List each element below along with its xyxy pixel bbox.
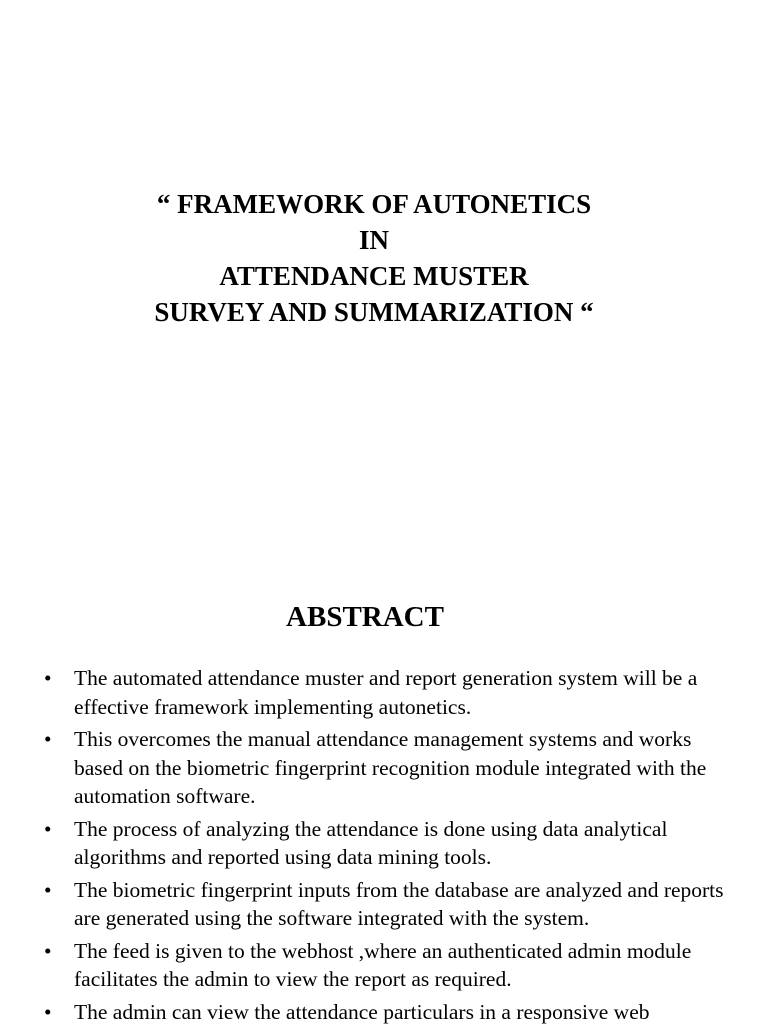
- bullet-text: The admin can view the attendance particulars in a responsive web: [74, 999, 650, 1024]
- list-item: [40, 876, 730, 933]
- bullet-text: The process of analyzing the attendance is done using data analytical algorithms and reported using data mining tools.: [74, 816, 668, 869]
- list-item: [40, 664, 730, 721]
- list-item: [40, 998, 730, 1027]
- title-line-1: “ FRAMEWORK OF AUTONETICS: [156, 189, 592, 219]
- bullet-icon: •: [44, 816, 52, 841]
- bullet-text: The automated attendance muster and report generation system will be a effective framework implementing autonetics.: [74, 666, 698, 719]
- bullet-icon: •: [44, 938, 52, 963]
- title-line-2: IN: [358, 225, 389, 255]
- bullet-text: This overcomes the manual attendance management systems and works based on the biometric fingerprint recognition module integrated with the automation software.: [74, 727, 707, 808]
- list-item: [40, 815, 730, 872]
- bullet-icon: •: [44, 666, 52, 690]
- title-line-4: SURVEY AND SUMMARIZATION “: [154, 297, 594, 327]
- abstract-bullet-list: [40, 664, 730, 1030]
- bullet-icon: •: [44, 727, 52, 751]
- list-item: [40, 725, 730, 811]
- bullet-icon: •: [44, 999, 52, 1024]
- abstract-heading: ABSTRACT: [286, 601, 444, 633]
- title-line-3: ATTENDANCE MUSTER: [219, 261, 529, 291]
- bullet-text: The biometric fingerprint inputs from the database are analyzed and reports are generated using the software integrated with the system.: [74, 877, 724, 930]
- bullet-text: The feed is given to the webhost ,where an authenticated admin module facilitates the admin to view the report as required.: [74, 938, 692, 991]
- document-title: [0, 186, 748, 330]
- list-item: [40, 937, 730, 994]
- bullet-icon: •: [44, 877, 52, 902]
